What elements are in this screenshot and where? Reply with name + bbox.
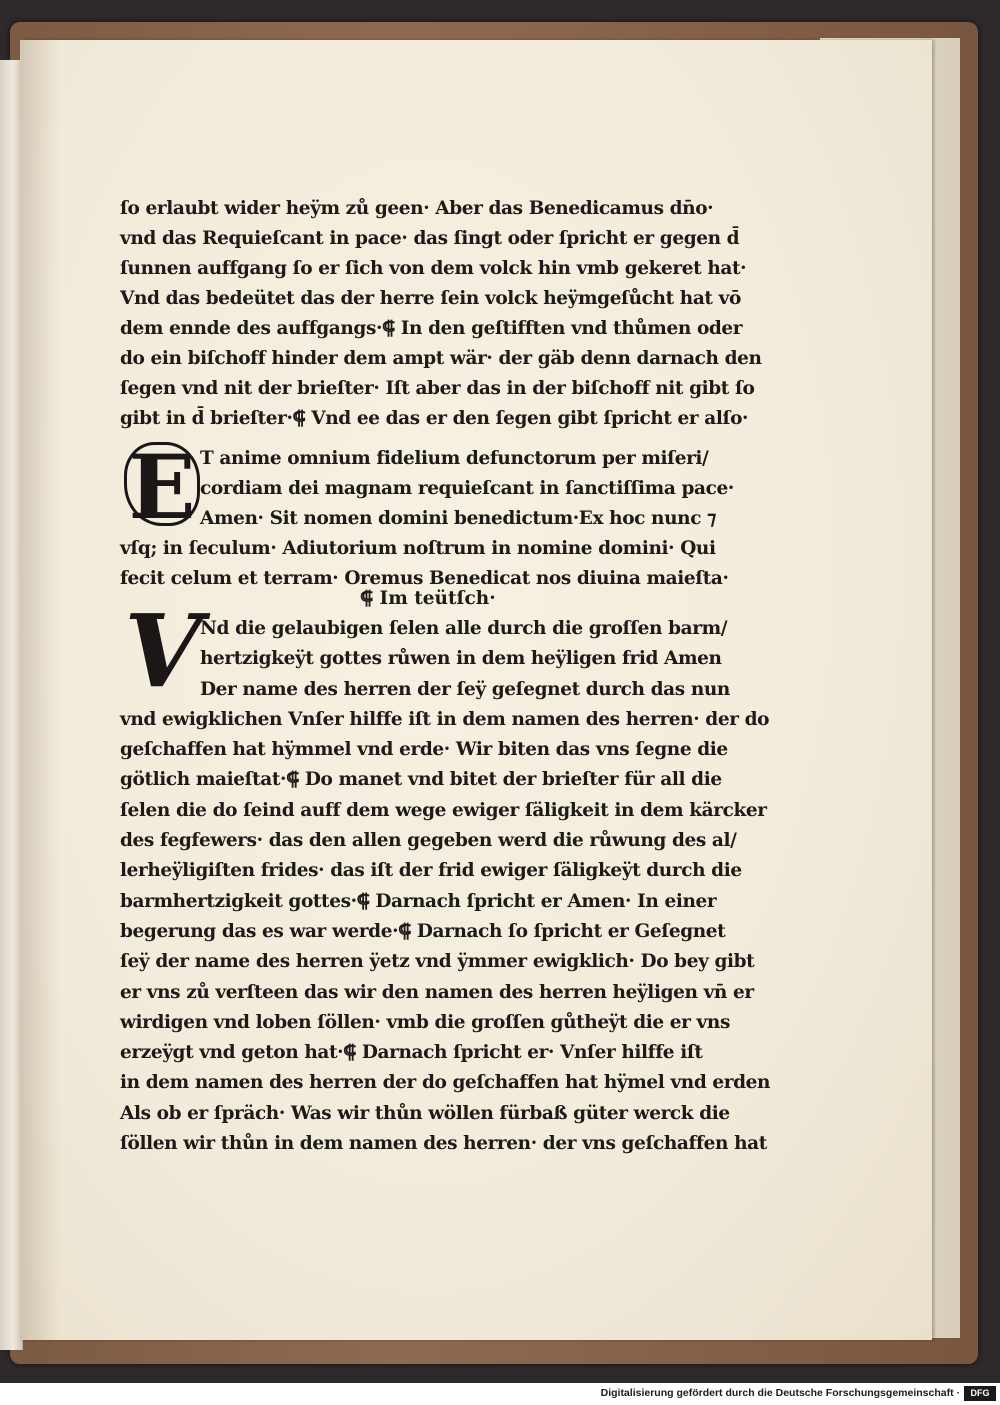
text-line: fecit celum et terram· Oremus Benedicat nos diuina maieſta· [120, 568, 729, 589]
text-line: begerung das es war werde·⸿ Darnach ſo ſpricht er Geſegnet [120, 920, 726, 942]
text-line: götlich maieſtat·⸿ Do manet vnd bitet der brieſter für all die [120, 769, 722, 791]
text-line: do ein biſchoff hinder dem ampt wär· der gäb denn darnach den [120, 348, 762, 369]
paragraph-1 [120, 194, 762, 434]
text-line: lerheÿligiſten frides· das iſt der frid ewiger ſäligkeÿt durch die [120, 860, 742, 882]
text-line: des fegfewers· das den allen gegeben werd die růwung des al/ [120, 830, 737, 852]
text-line: vnd ewigklichen Vnſer hilffe iſt in dem namen des herren· der do [120, 708, 770, 730]
text-line: hertzigkeÿt gottes růwen in dem heÿligen frid Amen [200, 648, 722, 670]
text-line: wirdigen vnd loben ſöllen· vmb die groſſen gůtheÿt die er vns [120, 1011, 730, 1033]
text-line: Als ob er ſpräch· Was wir thůn wöllen fürbaß güter werck die [120, 1102, 730, 1124]
section-heading: ⸿ Im teütſch· [360, 588, 496, 609]
text-line: dem ennde des auffgangs·⸿ In den geſtifften vnd thůmen oder [120, 318, 743, 339]
footer-bar [0, 1383, 1000, 1405]
text-line: T anime omnium fidelium defunctorum per miſeri/ [200, 448, 709, 469]
page-gutter-shadow [20, 40, 60, 1340]
decorated-initial-v: V [124, 592, 202, 710]
text-line: barmhertzigkeit gottes·⸿ Darnach ſpricht er Amen· In einer [120, 890, 717, 912]
text-line: ſo erlaubt wider heÿm zů geen· Aber das Benedicamus dn̄o· [120, 198, 714, 219]
german-paragraph [120, 614, 771, 1159]
text-line: ſeÿ der name des herren ÿetz vnd ÿmmer ewigklich· Do bey gibt [120, 951, 755, 973]
text-line: in dem namen des herren der do geſchaffen hat hÿmel vnd erden [120, 1072, 771, 1094]
text-line: Der name des herren der ſeÿ geſegnet durch das nun [200, 678, 730, 700]
latin-paragraph [120, 444, 734, 594]
text-line: ſunnen auffgang ſo er ſich von dem volck hin vmb gekeret hat· [120, 258, 747, 279]
dfg-logo[interactable]: DFG [964, 1386, 996, 1401]
text-line: cordiam dei magnam requieſcant in ſanctiſſima pace· [200, 478, 734, 499]
text-line: Nd die gelaubigen ſelen alle durch die groſſen barm/ [200, 618, 728, 639]
decorated-initial-e: E [124, 442, 200, 526]
text-line: ſöllen wir thůn in dem namen des herren· der vns geſchaffen hat [120, 1133, 767, 1155]
text-line: vſq; in ſeculum· Adiutorium noſtrum in nomine domini· Qui [120, 538, 716, 559]
text-line: Vnd das bedeütet das der herre ſein volck heÿmgeſůcht hat vō [120, 288, 741, 309]
funding-credit: Digitalisierung gefördert durch die Deutsche Forschungsgemeinschaft · [600, 1387, 960, 1399]
text-line: vnd das Requieſcant in pace· das ſingt oder ſpricht er gegen d̄ [120, 228, 740, 249]
text-line: Amen· Sit nomen domini benedictum·Ex hoc nunc ⁊ [200, 508, 716, 529]
text-line: geſchaffen hat hÿmmel vnd erde· Wir biten das vns ſegne die [120, 739, 728, 761]
text-line: gibt in d̄ brieſter·⸿ Vnd ee das er den ſegen gibt ſpricht er alſo· [120, 408, 749, 429]
text-line: erzeÿgt vnd geton hat·⸿ Darnach ſpricht er· Vnſer hilffe iſt [120, 1042, 703, 1064]
text-line: ſegen vnd nit der brieſter· Iſt aber das in der biſchoff nit gibt ſo [120, 378, 755, 399]
text-line: er vns zů verſteen das wir den namen des herren heÿligen vn̄ er [120, 981, 754, 1003]
text-line: ſelen die do ſeind auff dem wege ewiger ſäligkeit in dem kärcker [120, 799, 767, 821]
